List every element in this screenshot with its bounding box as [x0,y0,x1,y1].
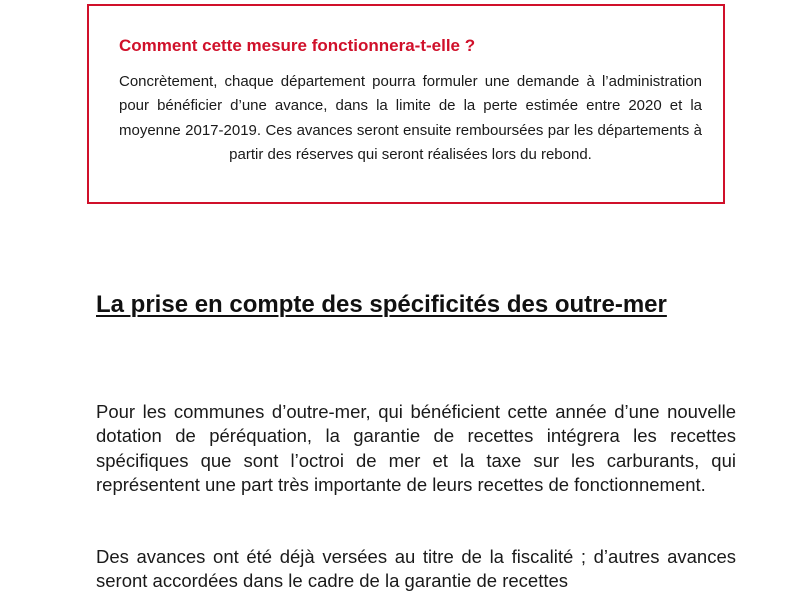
section-heading: La prise en compte des spécificités des outre-mer [96,291,667,318]
callout-text: Concrètement, chaque département pourra formuler une demande à l’administration pour bénéficier d’une avance, dans la limite de la perte estimée entre 2020 et la moyenne 2017-2019. Ces avances seront ensuite remboursées par les départements à partir des réserves qui seront réalisées lors du rebond. [119,73,702,163]
callout-box [87,4,725,204]
body-paragraph-1: Pour les communes d’outre-mer, qui bénéficient cette année d’une nouvelle dotation de péréquation, la garantie de recettes intégrera les recettes spécifiques que sont l’octroi de mer et la taxe sur les carburants, qui représentent une part très importante de leurs recettes de fonctionnement. [96,401,736,495]
body-paragraph-2: Des avances ont été déjà versées au titre de la fiscalité ; d’autres avances seront accordées dans le cadre de la garantie de recettes [96,546,736,592]
callout-title: Comment cette mesure fonctionnera-t-elle ? [119,36,476,55]
